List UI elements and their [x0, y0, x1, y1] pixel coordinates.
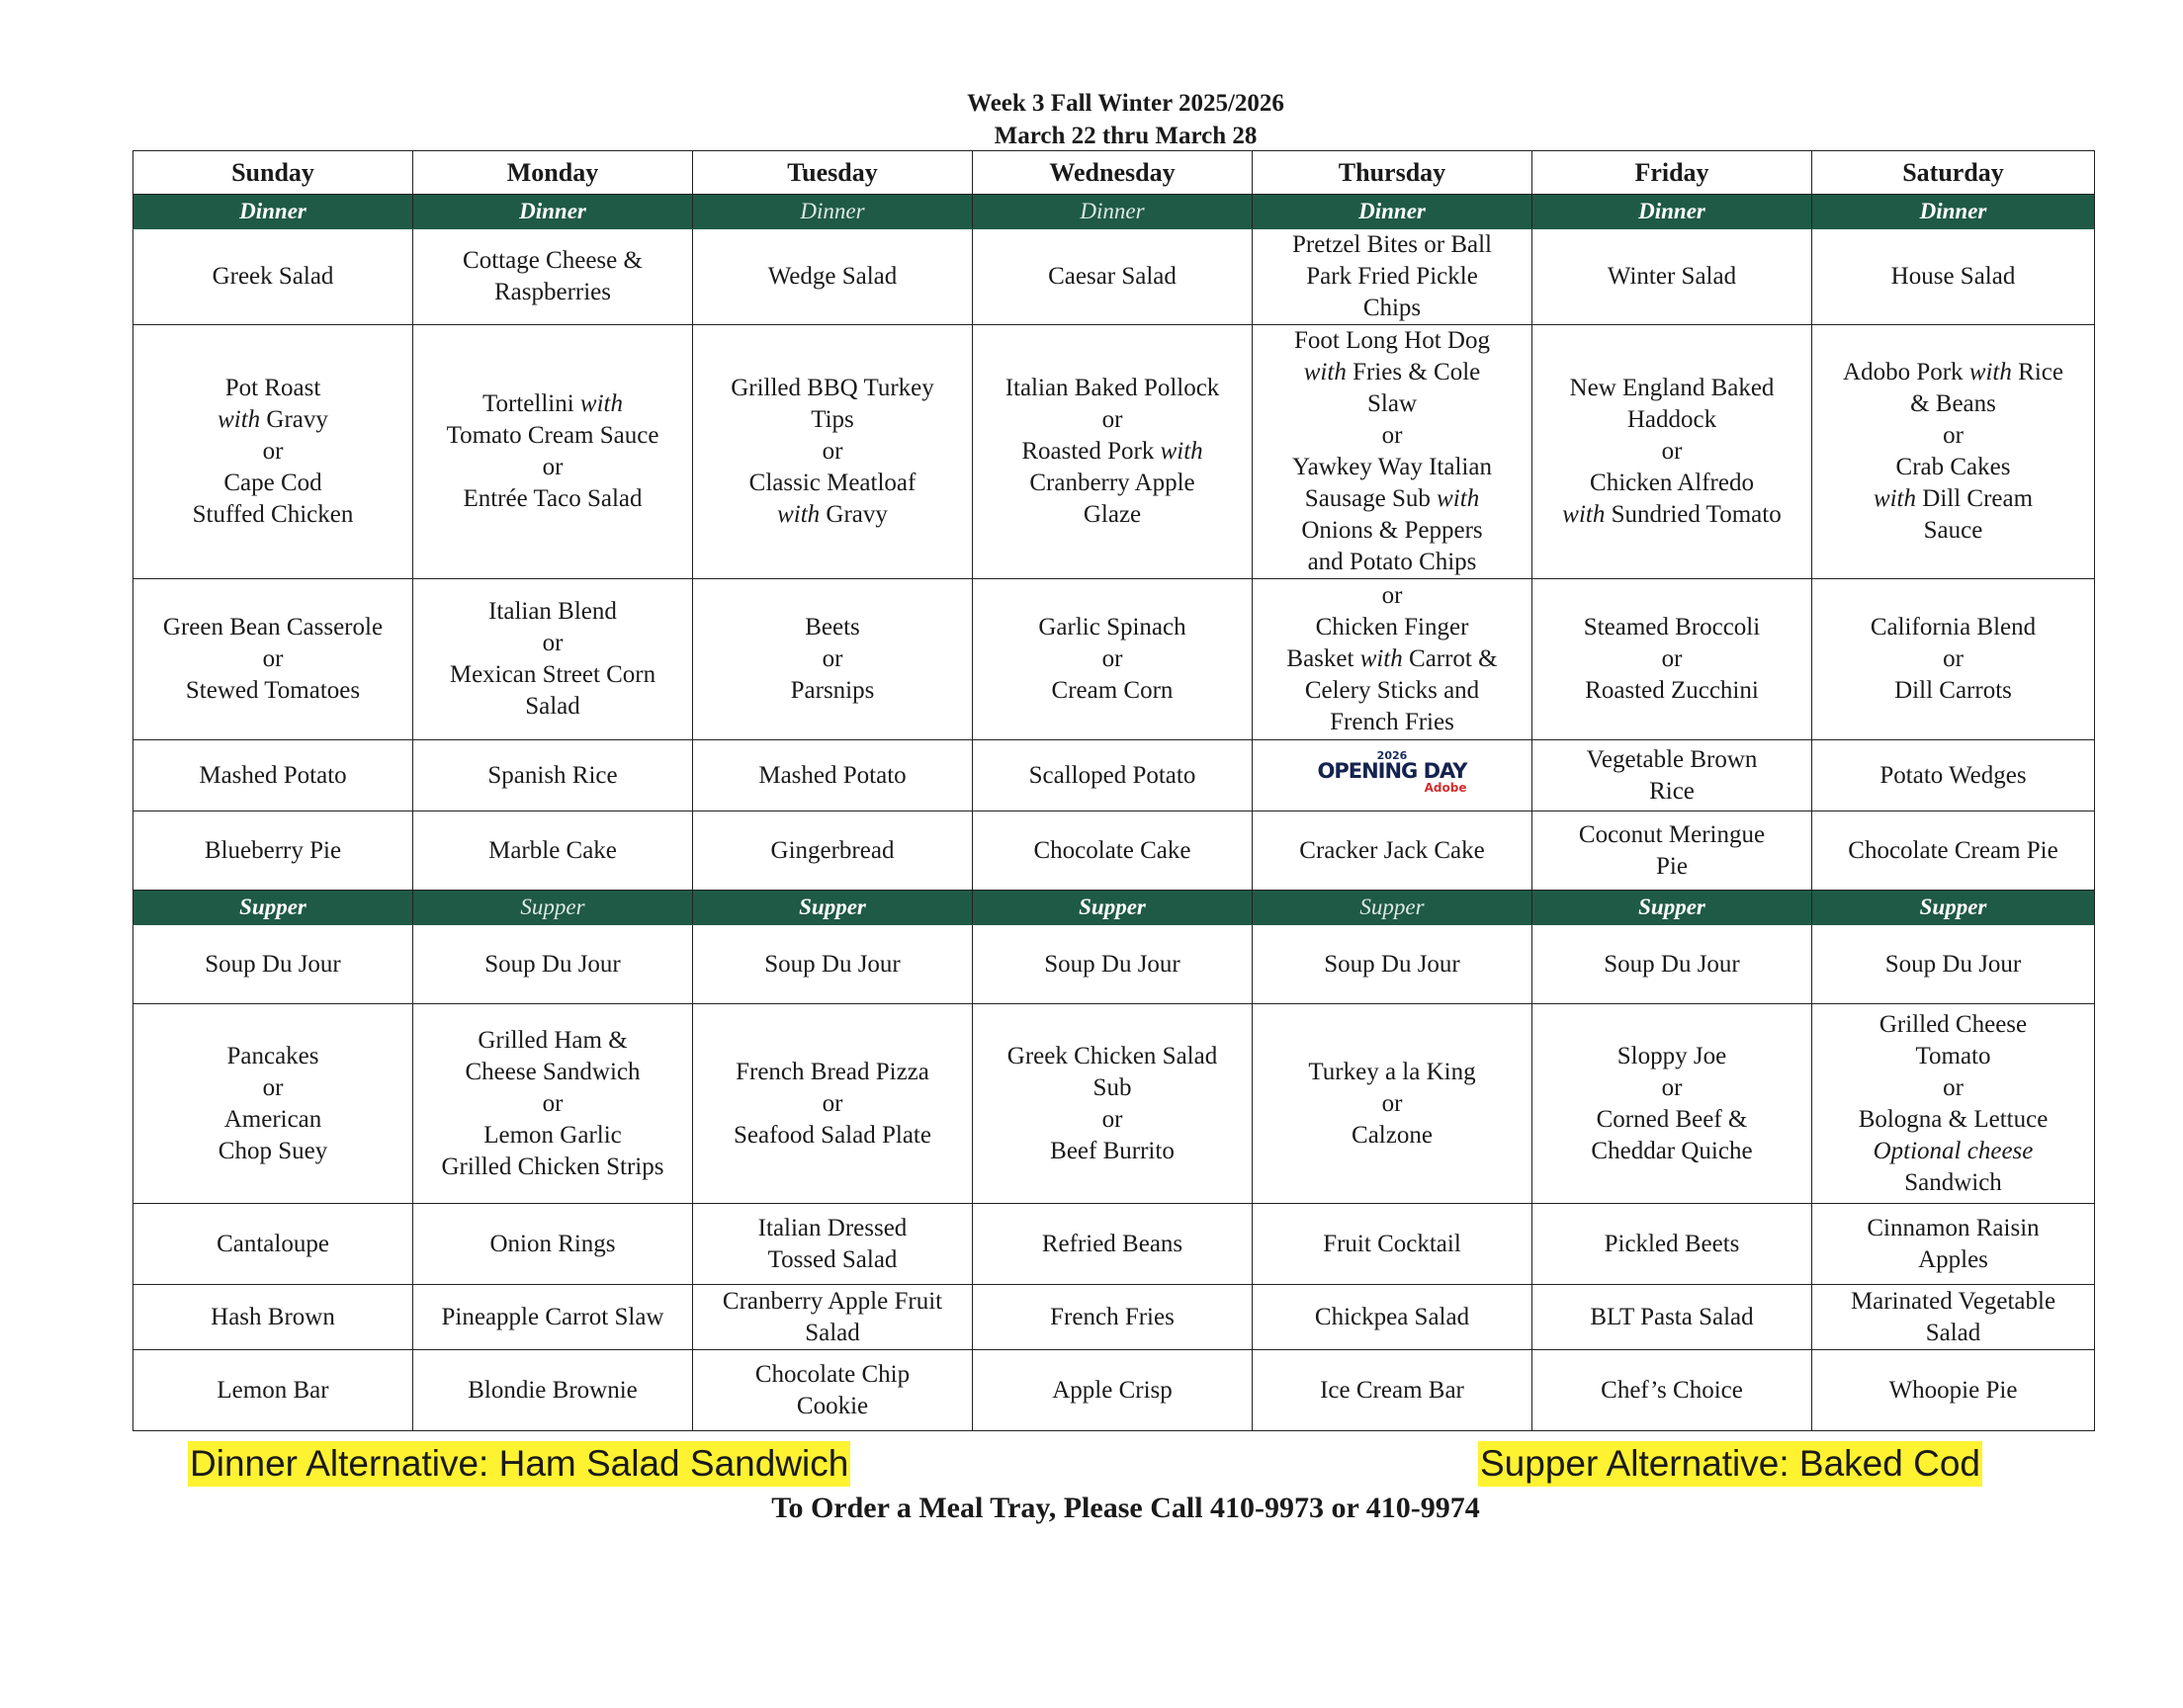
- menu-cell: Soup Du Jour: [693, 925, 973, 1004]
- menu-cell: Soup Du Jour: [413, 925, 693, 1004]
- menu-cell: Chocolate Chip Cookie: [693, 1350, 973, 1431]
- menu-cell: Sloppy Joe or Corned Beef & Cheddar Quiche: [1532, 1004, 1812, 1204]
- menu-cell: Grilled BBQ Turkey Tips or Classic Meatloaf with Gravy: [693, 325, 973, 579]
- supper-band: Supper: [973, 891, 1253, 925]
- menu-cell: Scalloped Potato: [973, 740, 1253, 811]
- menu-cell: French Fries: [973, 1285, 1253, 1350]
- menu-cell: Pancakes or American Chop Suey: [133, 1004, 413, 1204]
- supper-side-row: [133, 1204, 2095, 1285]
- menu-cell: Potato Wedges: [1812, 740, 2095, 811]
- menu-cell: Grilled Cheese Tomato or Bologna & Lettuce Optional cheese Sandwich: [1812, 1004, 2095, 1204]
- menu-cell: Caesar Salad: [973, 229, 1253, 325]
- menu-cell: Tortellini with Tomato Cream Sauce or Entrée Taco Salad: [413, 325, 693, 579]
- menu-cell: Mashed Potato: [133, 740, 413, 811]
- dinner-band: Dinner: [133, 195, 413, 229]
- menu-cell: Soup Du Jour: [1253, 925, 1532, 1004]
- weekly-menu-table: [132, 150, 2095, 1431]
- day-header-wednesday: Wednesday: [973, 151, 1253, 195]
- menu-cell: Spanish Rice: [413, 740, 693, 811]
- menu-cell: French Bread Pizza or Seafood Salad Plate: [693, 1004, 973, 1204]
- dinner-band: Dinner: [973, 195, 1253, 229]
- dinner-band: Dinner: [1253, 195, 1532, 229]
- menu-cell: Soup Du Jour: [133, 925, 413, 1004]
- menu-cell: House Salad: [1812, 229, 2095, 325]
- menu-cell: Turkey a la King or Calzone: [1253, 1004, 1532, 1204]
- day-header-sunday: Sunday: [133, 151, 413, 195]
- supper-alternative-note: Supper Alternative: Baked Cod: [1478, 1441, 1982, 1487]
- menu-cell: Chocolate Cake: [973, 811, 1253, 891]
- day-header-tuesday: Tuesday: [693, 151, 973, 195]
- dinner-band-row: [133, 195, 2095, 229]
- menu-cell: Ice Cream Bar: [1253, 1350, 1532, 1431]
- menu-cell: Coconut Meringue Pie: [1532, 811, 1812, 891]
- menu-cell: Chocolate Cream Pie: [1812, 811, 2095, 891]
- menu-cell: Chef’s Choice: [1532, 1350, 1812, 1431]
- dinner-band: Dinner: [1812, 195, 2095, 229]
- menu-cell: Chickpea Salad: [1253, 1285, 1532, 1350]
- menu-cell: Hash Brown: [133, 1285, 413, 1350]
- menu-cell: Onion Rings: [413, 1204, 693, 1285]
- menu-cell: New England Baked Haddock or Chicken Alfredo with Sundried Tomato: [1532, 325, 1812, 579]
- supper-band: Supper: [1812, 891, 2095, 925]
- menu-cell: Pretzel Bites or Ball Park Fried Pickle Chips: [1253, 229, 1532, 325]
- menu-cell: Gingerbread: [693, 811, 973, 891]
- supper-soup-row: [133, 925, 2095, 1004]
- menu-cell: Italian Baked Pollock or Roasted Pork with Cranberry Apple Glaze: [973, 325, 1253, 579]
- menu-cell: Cinnamon Raisin Apples: [1812, 1204, 2095, 1285]
- menu-title: Week 3 Fall Winter 2025/2026: [967, 90, 1284, 117]
- menu-cell: Pickled Beets: [1532, 1204, 1812, 1285]
- menu-date-range: March 22 thru March 28: [994, 123, 1258, 149]
- menu-cell: Cantaloupe: [133, 1204, 413, 1285]
- menu-cell: Adobo Pork with Rice & Beans or Crab Cakes with Dill Cream Sauce: [1812, 325, 2095, 579]
- menu-cell: Winter Salad: [1532, 229, 1812, 325]
- dinner-vegetable-row: [133, 579, 2095, 740]
- menu-cell: Green Bean Casserole or Stewed Tomatoes: [133, 579, 413, 740]
- menu-cell: Italian Blend or Mexican Street Corn Salad: [413, 579, 693, 740]
- supper-dessert-row: [133, 1350, 2095, 1431]
- menu-cell: Lemon Bar: [133, 1350, 413, 1431]
- menu-cell: BLT Pasta Salad: [1532, 1285, 1812, 1350]
- menu-cell: Cranberry Apple Fruit Salad: [693, 1285, 973, 1350]
- menu-cell: Pot Roast with Gravy or Cape Cod Stuffed Chicken: [133, 325, 413, 579]
- opening-day-logo: [1318, 750, 1467, 794]
- menu-cell: Refried Beans: [973, 1204, 1253, 1285]
- day-header-row: [133, 151, 2095, 195]
- supper-band: Supper: [1253, 891, 1532, 925]
- logo-sponsor: Adobe: [1424, 781, 1467, 795]
- day-header-thursday: Thursday: [1253, 151, 1532, 195]
- dinner-salad-row: [133, 229, 2095, 325]
- menu-cell: Apple Crisp: [973, 1350, 1253, 1431]
- menu-cell: Garlic Spinach or Cream Corn: [973, 579, 1253, 740]
- menu-cell: Greek Chicken Salad Sub or Beef Burrito: [973, 1004, 1253, 1204]
- day-header-monday: Monday: [413, 151, 693, 195]
- logo-year: 2026: [1376, 749, 1408, 762]
- supper-band: Supper: [133, 891, 413, 925]
- supper-entree-row: [133, 1004, 2095, 1204]
- supper-band: Supper: [1532, 891, 1812, 925]
- menu-cell: Vegetable Brown Rice: [1532, 740, 1812, 811]
- supper-band: Supper: [413, 891, 693, 925]
- menu-cell: Blondie Brownie: [413, 1350, 693, 1431]
- menu-cell: Cracker Jack Cake: [1253, 811, 1532, 891]
- menu-cell: Cottage Cheese & Raspberries: [413, 229, 693, 325]
- menu-cell: Mashed Potato: [693, 740, 973, 811]
- dinner-band: Dinner: [693, 195, 973, 229]
- menu-cell: or Chicken Finger Basket with Carrot & Celery Sticks and French Fries: [1253, 579, 1532, 740]
- supper-salad-row: [133, 1285, 2095, 1350]
- menu-cell: Blueberry Pie: [133, 811, 413, 891]
- menu-cell: Soup Du Jour: [973, 925, 1253, 1004]
- menu-cell: Fruit Cocktail: [1253, 1204, 1532, 1285]
- supper-band: Supper: [693, 891, 973, 925]
- dinner-dessert-row: [133, 811, 2095, 891]
- menu-cell: Wedge Salad: [693, 229, 973, 325]
- menu-cell: Beets or Parsnips: [693, 579, 973, 740]
- day-header-friday: Friday: [1532, 151, 1812, 195]
- menu-cell: Soup Du Jour: [1532, 925, 1812, 1004]
- menu-cell: Whoopie Pie: [1812, 1350, 2095, 1431]
- logo-title: OPENING DAY: [1317, 759, 1467, 783]
- dinner-entree-row: [133, 325, 2095, 579]
- menu-cell: Grilled Ham & Cheese Sandwich or Lemon Garlic Grilled Chicken Strips: [413, 1004, 693, 1204]
- menu-cell: Marinated Vegetable Salad: [1812, 1285, 2095, 1350]
- menu-cell: Marble Cake: [413, 811, 693, 891]
- opening-day-logo-cell: [1253, 740, 1532, 811]
- menu-cell: Greek Salad: [133, 229, 413, 325]
- dinner-starch-row: [133, 740, 2095, 811]
- dinner-band: Dinner: [1532, 195, 1812, 229]
- menu-cell: Soup Du Jour: [1812, 925, 2095, 1004]
- day-header-saturday: Saturday: [1812, 151, 2095, 195]
- menu-cell: Steamed Broccoli or Roasted Zucchini: [1532, 579, 1812, 740]
- menu-cell: Italian Dressed Tossed Salad: [693, 1204, 973, 1285]
- dinner-band: Dinner: [413, 195, 693, 229]
- menu-cell: Pineapple Carrot Slaw: [413, 1285, 693, 1350]
- dinner-alternative-note: Dinner Alternative: Ham Salad Sandwich: [188, 1441, 850, 1487]
- menu-cell: Foot Long Hot Dog with Fries & Cole Slaw or Yawkey Way Italian Sausage Sub with Onions & Peppers and Potato Chips: [1253, 325, 1532, 579]
- menu-cell: California Blend or Dill Carrots: [1812, 579, 2095, 740]
- order-instructions: To Order a Meal Tray, Please Call 410-9973 or 410-9974: [771, 1492, 1480, 1524]
- supper-band-row: [133, 891, 2095, 925]
